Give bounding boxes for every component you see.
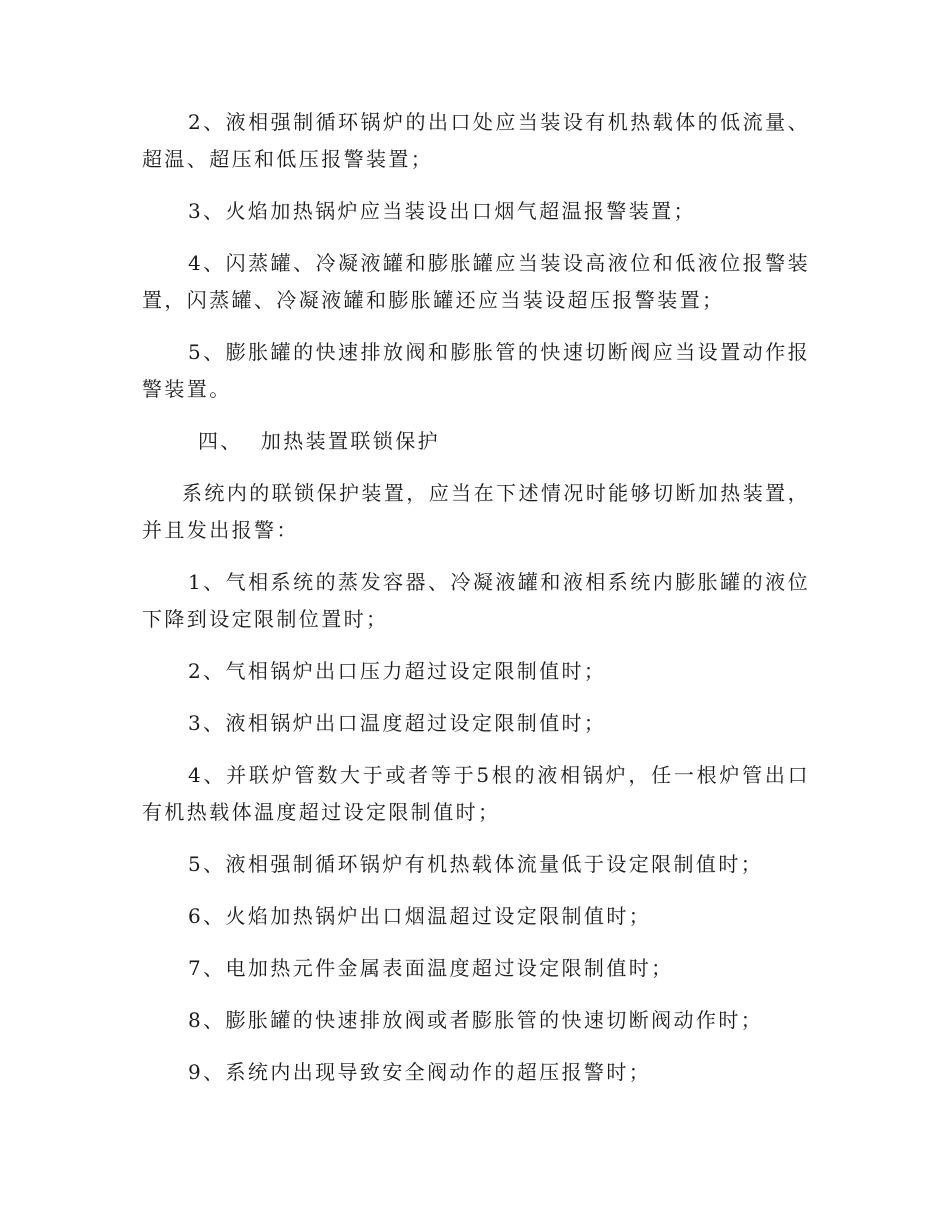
paragraph-alarm-4: 4、闪蒸罐、冷凝液罐和膨胀罐应当装设高液位和低液位报警装置，闪蒸罐、冷凝液罐和膨胀罐还应当装设超压报警装置；	[142, 251, 810, 312]
condition-item-6: 6、火焰加热锅炉出口烟温超过设定限制值时；	[188, 904, 652, 928]
condition-item-5: 5、液相强制循环锅炉有机热载体流量低于设定限制值时；	[188, 852, 764, 876]
condition-item-4: 4、并联炉管数大于或者等于5根的液相锅炉，任一根炉管出口有机热载体温度超过设定限制值时；	[142, 763, 810, 824]
paragraph-alarm-5: 5、膨胀罐的快速排放阀和膨胀管的快速切断阀应当设置动作报警装置。	[142, 340, 810, 401]
paragraph-alarm-2: 2、液相强制循环锅炉的出口处应当装设有机热载体的低流量、超温、超压和低压报警装置；	[142, 110, 810, 171]
section-heading	[142, 423, 810, 460]
condition-item-1: 1、气相系统的蒸发容器、冷凝液罐和液相系统内膨胀罐的液位下降到设定限制位置时；	[142, 570, 810, 631]
document-body	[142, 104, 810, 1091]
condition-item-8: 8、膨胀罐的快速排放阀或者膨胀管的快速切断阀动作时；	[188, 1008, 764, 1032]
section-number: 四、	[198, 429, 243, 453]
condition-item-3: 3、液相锅炉出口温度超过设定限制值时；	[188, 711, 607, 735]
section-title: 加热装置联锁保护	[260, 429, 441, 453]
condition-item-9: 9、系统内出现导致安全阀动作的超压报警时；	[188, 1060, 652, 1084]
section-intro: 系统内的联锁保护装置，应当在下述情况时能够切断加热装置，并且发出报警：	[142, 481, 810, 542]
paragraph-alarm-3: 3、火焰加热锅炉应当装设出口烟气超温报警装置；	[188, 199, 696, 223]
condition-item-2: 2、气相锅炉出口压力超过设定限制值时；	[188, 659, 607, 683]
condition-item-7: 7、电加热元件金属表面温度超过设定限制值时；	[188, 956, 674, 980]
